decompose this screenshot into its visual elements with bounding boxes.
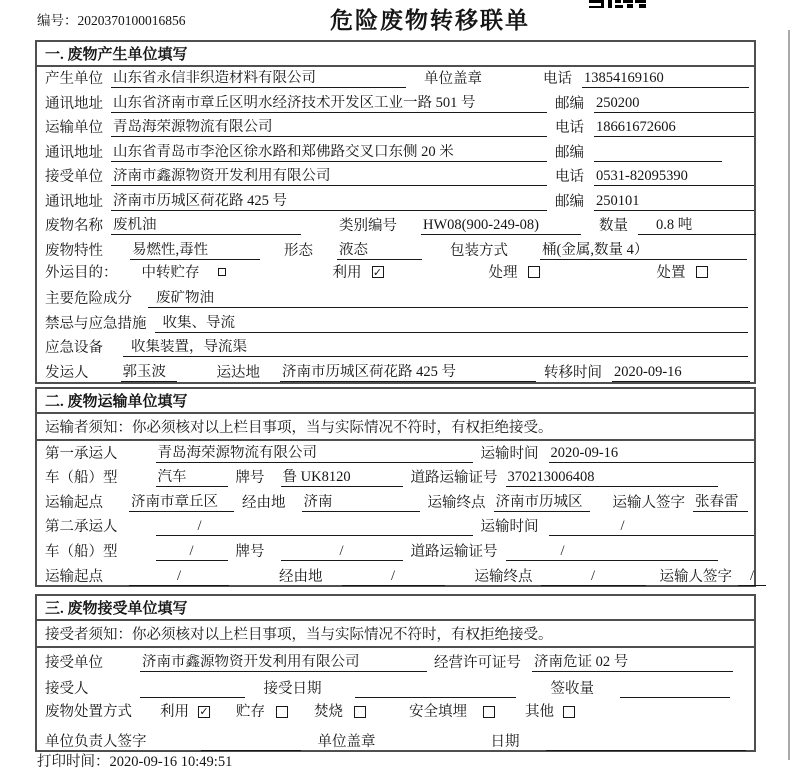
row-transporter-address (37, 140, 754, 164)
license-field: 济南危证 02 号 (532, 654, 733, 672)
form-field: 液态 (337, 242, 422, 260)
transport-time-field-2: / (549, 518, 754, 536)
received-amount-field (620, 680, 730, 698)
vehicle-type-field: 汽车 (156, 469, 228, 487)
page-title: 危险废物转移联单 (330, 8, 530, 33)
carrier-signature-label: 运输人签字 (612, 494, 685, 511)
field-label: 运输单位 (45, 120, 103, 137)
receiver-notice: 接受者须知：你必须核对以上栏目事项，当与实际情况不符时，有权拒绝接受。 (37, 621, 754, 648)
row-transporter (37, 116, 754, 140)
license-label: 经营许可证号 (434, 654, 521, 671)
via-label: 经由地 (242, 494, 286, 511)
transporter-zip-field (594, 144, 722, 162)
date-field (546, 733, 746, 751)
checkbox-utilize-checked (198, 706, 210, 718)
checkbox-store (276, 706, 288, 718)
producer-name-field: 山东省永信非织造材料有限公司 (111, 70, 406, 88)
packing-field: 桶(金属,数量 4） (540, 242, 747, 260)
row-waste-name (37, 214, 754, 238)
field-label: 禁忌与应急措施 (45, 315, 147, 332)
carrier-signature-label: 运输人签字 (659, 568, 732, 585)
zip-label: 邮编 (555, 95, 584, 112)
field-label: 单位负责人签字 (45, 734, 147, 750)
carrier-signature-field: 张春雷 (693, 494, 748, 512)
transport-time-label: 运输时间 (480, 445, 539, 462)
option-dispose-label: 处置 (656, 264, 686, 281)
emergency-equipment-field: 收集装置，导流渠 (123, 339, 748, 357)
zip-label: 邮编 (555, 193, 584, 210)
field-label: 发运人 (45, 364, 89, 381)
phone-label: 电话 (543, 71, 572, 88)
section-waste-transporter (35, 387, 756, 587)
field-label: 通讯地址 (45, 95, 103, 112)
checkbox-utilize-checked (372, 266, 384, 278)
section2-title: 二. 废物运输单位填写 (37, 389, 754, 414)
receiver-name-field: 济南市鑫源物资开发利用有限公司 (111, 168, 547, 186)
checkbox-landfill (483, 706, 495, 718)
receive-date-field (355, 680, 516, 698)
second-carrier-field: / (156, 518, 473, 536)
zip-label: 邮编 (555, 144, 584, 161)
plate-field: 鲁 UK8120 (281, 469, 403, 487)
disposal-method-label: 废物处置方式 (45, 704, 132, 721)
route-via-field: 济南 (302, 494, 420, 512)
field-label: 第二承运人 (45, 519, 118, 536)
row-receiver (37, 165, 754, 189)
category-code-label: 类别编号 (339, 218, 397, 235)
route-origin-field: 济南市章丘区 (129, 494, 234, 512)
road-permit-label: 道路运输证号 (410, 543, 498, 560)
transport-time-label: 运输时间 (480, 519, 539, 536)
receiver-person-field (140, 680, 245, 698)
section-waste-receiver (35, 594, 756, 752)
field-label: 废物名称 (45, 218, 103, 235)
row-producer-address (37, 91, 754, 115)
qr-code-fragment-icon (589, 0, 647, 9)
row-emergency-measures (37, 311, 754, 335)
row-second-carrier (37, 515, 754, 540)
option-utilize-label: 利用 (332, 264, 362, 281)
vehicle-type-field-2: / (156, 543, 228, 561)
producer-zip-field: 250200 (594, 95, 754, 113)
option-treat-label: 处理 (488, 264, 518, 281)
route-end-field-2: / (541, 568, 646, 586)
destination-label: 运达地 (216, 364, 260, 381)
field-label: 应急设备 (45, 340, 103, 357)
field-label: 接受人 (45, 681, 89, 697)
field-label: 第一承运人 (45, 445, 118, 462)
phone-label: 电话 (555, 120, 584, 137)
category-code-field: HW08(900-249-08) (421, 217, 581, 235)
receive-date-label: 接受日期 (263, 681, 322, 697)
transport-time-field: 2020-09-16 (549, 445, 754, 463)
transporter-notice: 运输者须知：你必须核对以上栏目事项，当与实际情况不符时，有权拒绝接受。 (37, 414, 754, 441)
row-hazard-component (37, 287, 754, 311)
row-receiving-unit (37, 648, 754, 675)
plate-field-2: / (281, 543, 403, 561)
field-label: 车（船）型 (45, 470, 118, 487)
transfer-time-field: 2020-09-16 (612, 364, 750, 382)
transporter-address-field: 山东省青岛市李沧区徐水路和郑佛路交叉口东侧 20 米 (111, 144, 547, 162)
dispatcher-field: 郭玉波 (121, 364, 177, 382)
field-label: 接受单位 (45, 169, 103, 186)
section3-title: 三. 废物接受单位填写 (37, 596, 754, 621)
option-incinerate-label: 焚烧 (314, 704, 343, 721)
section-waste-producer (35, 40, 756, 384)
route-via-field-2: / (342, 568, 445, 586)
checkbox-other (563, 706, 575, 718)
check-icon: ✓ (372, 265, 383, 279)
waste-traits-field: 易燃性,毒性 (130, 242, 260, 260)
quantity-label: 数量 (599, 218, 628, 235)
responsible-signature-field (201, 733, 301, 751)
row-receiver-person (37, 675, 754, 702)
purpose-label: 外运目的： (45, 264, 118, 281)
received-amount-label: 签收量 (550, 681, 594, 697)
field-label: 通讯地址 (45, 193, 103, 210)
form-label: 形态 (284, 242, 313, 259)
packing-label: 包装方式 (450, 242, 508, 259)
unit-seal-label: 单位盖章 (424, 71, 482, 88)
row-route-2 (37, 564, 754, 589)
transporter-phone-field: 18661672606 (594, 119, 754, 137)
hazard-component-field: 废矿物油 (148, 290, 748, 308)
page-edge-line (788, 30, 790, 760)
destination-field: 济南市历城区荷花路 425 号 (280, 364, 536, 382)
field-label: 产生单位 (45, 71, 103, 88)
row-producer (37, 67, 754, 91)
receiving-unit-field: 济南市鑫源物资开发利用有限公司 (140, 654, 427, 672)
row-waste-traits (37, 238, 754, 262)
transporter-name-field: 青岛海荣源物流有限公司 (111, 119, 547, 137)
first-carrier-field: 青岛海荣源物流有限公司 (156, 445, 473, 463)
transfer-time-label: 转移时间 (544, 364, 602, 381)
receiver-zip-field: 250101 (594, 193, 754, 211)
receiver-phone-field: 0531-82095390 (594, 168, 754, 186)
row-dispatch (37, 360, 754, 384)
row-transfer-purpose (37, 263, 754, 287)
checkbox-transfer-storage (218, 268, 226, 276)
field-label: 运输起点 (45, 494, 103, 511)
field-label: 运输起点 (45, 568, 103, 585)
row-first-carrier (37, 441, 754, 466)
row-emergency-equipment (37, 336, 754, 360)
serial-number: 编号：2020370100016856 (37, 13, 186, 28)
road-permit-label: 道路运输证号 (410, 470, 498, 487)
checkbox-dispose (696, 266, 708, 278)
field-label: 车（船）型 (45, 543, 118, 560)
unit-seal-label: 单位盖章 (317, 734, 376, 750)
field-label: 接受单位 (45, 654, 103, 671)
road-permit-field: 370213006408 (506, 469, 718, 487)
row-vehicle-2 (37, 539, 754, 564)
waste-name-field: 废机油 (111, 217, 301, 235)
option-other-label: 其他 (525, 704, 554, 721)
producer-phone-field: 13854169160 (582, 70, 749, 88)
row-receiver-address (37, 189, 754, 213)
route-end-field: 济南市历城区 (494, 494, 590, 512)
producer-address-field: 山东省济南市章丘区明水经济技术开发区工业一路 501 号 (111, 95, 547, 113)
row-vehicle-1 (37, 466, 754, 491)
carrier-signature-field-2: / (738, 568, 766, 586)
plate-label: 牌号 (235, 543, 265, 560)
option-store-label: 贮存 (236, 704, 265, 721)
emergency-measures-field: 收集、导流 (155, 315, 749, 333)
receiver-address-field: 济南市历城区荷花路 425 号 (111, 193, 547, 211)
checkbox-incinerate (354, 706, 366, 718)
phone-label: 电话 (555, 169, 584, 186)
quantity-field: 0.8 吨 (638, 217, 756, 235)
route-end-label: 运输终点 (427, 494, 486, 511)
option-transfer-storage-label: 中转贮存 (141, 264, 200, 281)
plate-label: 牌号 (235, 470, 265, 487)
route-origin-field-2: / (129, 568, 229, 586)
option-landfill-label: 安全填埋 (409, 704, 467, 721)
section1-title: 一. 废物产生单位填写 (37, 42, 754, 67)
checkbox-treat (528, 266, 540, 278)
field-label: 通讯地址 (45, 144, 103, 161)
road-permit-field-2: / (506, 543, 718, 561)
date-label: 日期 (490, 734, 520, 750)
print-time: 打印时间：2020-09-16 10:49:51 (37, 754, 233, 770)
row-route-1 (37, 490, 754, 515)
option-utilize-label: 利用 (160, 704, 189, 721)
check-icon: ✓ (199, 705, 209, 719)
field-label: 废物特性 (45, 242, 103, 259)
row-disposal-method (37, 701, 754, 728)
field-label: 主要危险成分 (45, 291, 132, 308)
via-label: 经由地 (279, 568, 323, 585)
route-end-label: 运输终点 (474, 568, 533, 585)
